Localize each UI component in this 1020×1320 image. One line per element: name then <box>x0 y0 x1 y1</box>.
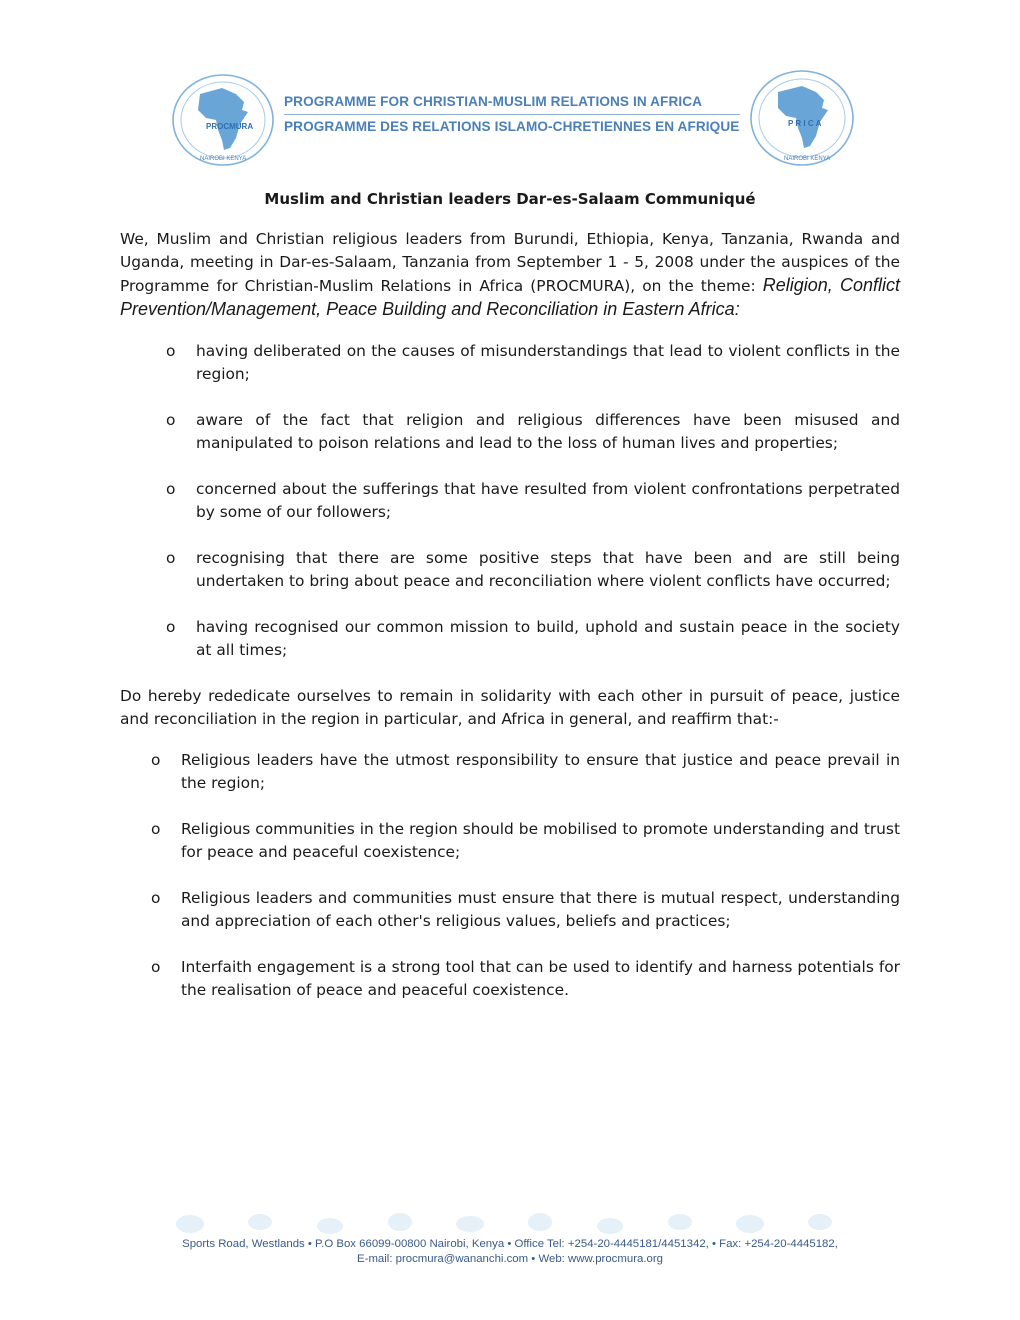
list-item-text: having recognised our common mission to build, uphold and sustain peace in the society at all times; <box>196 618 900 659</box>
considerations-list <box>120 340 900 662</box>
list-item <box>120 547 900 593</box>
list-item-text: concerned about the sufferings that have resulted from violent confrontations perpetrated by some of our followers; <box>196 480 900 521</box>
bullet-marker: o <box>166 618 176 636</box>
footer-address: Sports Road, Westlands • P.O Box 66099-00800 Nairobi, Kenya • Office Tel: +254-20-4445181/4451342, • Fax: +254-20-4445182, <box>182 1238 838 1250</box>
bullet-marker: o <box>151 751 161 769</box>
theme-text: Religion, Conflict Prevention/Management, Peace Building and Reconciliation in Eastern Africa: <box>120 275 900 319</box>
list-item <box>120 616 900 662</box>
communique-body <box>120 188 900 1025</box>
org-name-french: PROGRAMME DES RELATIONS ISLAMO-CHRETIENNES EN AFRIQUE <box>284 119 740 134</box>
bullet-marker: o <box>166 411 176 429</box>
footer <box>120 1208 900 1278</box>
document-title: Muslim and Christian leaders Dar-es-Salaam Communiqué <box>264 190 756 208</box>
list-item-text: having deliberated on the causes of misunderstandings that lead to violent conflicts in the region; <box>196 342 900 383</box>
list-item <box>120 340 900 386</box>
bullet-marker: o <box>151 889 161 907</box>
list-item-text: aware of the fact that religion and religious differences have been misused and manipulated to poison relations and lead to the loss of human lives and properties; <box>196 411 900 452</box>
intro-text: We, Muslim and Christian religious leaders from Burundi, Ethiopia, Kenya, Tanzania, Rwanda and Uganda, meeting in Dar-es-Salaam, Tanzania from September 1 - 5, 2008 under the auspices of the Programme for Christian-Muslim Relations in Africa (PROCMURA), on the theme: <box>120 230 900 295</box>
svg-text:P R I C A: P R I C A <box>788 119 822 128</box>
bullet-marker: o <box>151 820 161 838</box>
list-item-text: Interfaith engagement is a strong tool that can be used to identify and harness potentials for the realisation of peace and peaceful coexistence. <box>181 958 900 999</box>
org-name-english: PROGRAMME FOR CHRISTIAN-MUSLIM RELATIONS IN AFRICA <box>284 94 703 109</box>
list-item <box>120 749 900 795</box>
intro-paragraph <box>120 228 900 322</box>
prica-logo <box>748 68 856 168</box>
list-item-text: Religious communities in the region should be mobilised to promote understanding and trust for peace and peaceful coexistence; <box>181 820 900 861</box>
letterhead <box>0 0 1020 170</box>
footer-contact: E-mail: procmura@wananchi.com • Web: www.procmura.org <box>357 1253 663 1265</box>
list-item <box>120 409 900 455</box>
list-item-text: Religious leaders and communities must ensure that there is mutual respect, understanding and appreciation of each other's religious values, beliefs and practices; <box>181 889 900 930</box>
svg-text:PROCMURA: PROCMURA <box>206 122 254 131</box>
rededicate-paragraph: Do hereby rededicate ourselves to remain in solidarity with each other in pursuit of peace, justice and reconciliation in the region in particular, and Africa in general, and reaffirm that:- <box>120 687 900 728</box>
bullet-marker: o <box>166 480 176 498</box>
list-item-text: Religious leaders have the utmost responsibility to ensure that justice and peace prevail in the region; <box>181 751 900 792</box>
procmura-logo <box>170 72 276 168</box>
affirmations-list <box>120 749 900 1002</box>
bullet-marker: o <box>151 958 161 976</box>
list-item <box>120 956 900 1002</box>
list-item <box>120 818 900 864</box>
letterhead-divider <box>284 114 740 115</box>
list-item <box>120 478 900 524</box>
bullet-marker: o <box>166 342 176 360</box>
svg-text:NAIROBI KENYA: NAIROBI KENYA <box>200 156 247 162</box>
list-item <box>120 887 900 933</box>
bullet-marker: o <box>166 549 176 567</box>
list-item-text: recognising that there are some positive steps that have been and are still being undertaken to bring about peace and reconciliation where violent conflicts have occurred; <box>196 549 900 590</box>
svg-text:NAIROBI KENYA: NAIROBI KENYA <box>784 156 831 162</box>
